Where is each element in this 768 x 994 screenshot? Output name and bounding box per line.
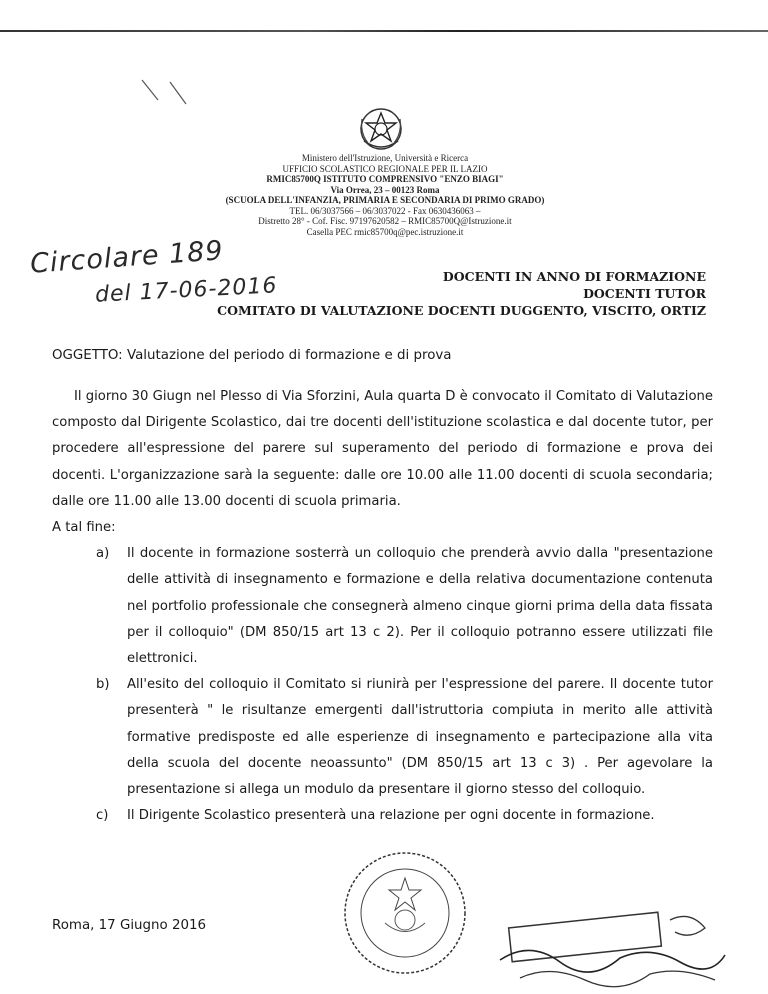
list-item: [52, 541, 713, 672]
handwritten-date: del 17-06-2016: [94, 273, 278, 308]
republic-emblem-icon: [356, 105, 406, 153]
recipients-block: [217, 268, 706, 319]
pen-scratch-mark: [140, 78, 210, 118]
list-marker: c): [96, 808, 109, 824]
list-item-text: Il docente in formazione sosterrà un colloquio che prenderà avvio dalla "presentazione delle attività di insegnamento e formazione e della relativa documentazione contenuta nel portfolio professionale che consegnerà almeno cinque giorni prima della data fissata per il colloquio" (DM 850/15 art 13 c 2). Per il colloquio potranno essere utilizzati file elettronici.: [127, 546, 713, 667]
list-marker: a): [96, 546, 110, 562]
subject-line: OGGETTO: Valutazione del periodo di formazione e di prova: [52, 348, 452, 363]
letter-body: [52, 384, 713, 829]
list-item-text: All'esito del colloquio il Comitato si riunirà per l'espressione del parere. Il docente tutor presenterà " le risultanze emergenti dall'istruttoria compiuta in merito alle attività formative predisposte ed alle esperienze di insegnamento e partecipazione alla vita della scuola del docente neoassunto" (DM 850/15 art 13 c 3) . Per agevolare la presentazione si allega un modulo da presentare il giorno stesso del colloquio.: [127, 677, 713, 798]
handwritten-circular-number: Circolare 189: [29, 235, 225, 280]
recipient-line: DOCENTI IN ANNO DI FORMAZIONE: [442, 269, 706, 284]
header-line-ministry: Ministero dell'Istruzione, Università e Ricerca: [301, 153, 469, 163]
recipient-line: COMITATO DI VALUTAZIONE DOCENTI DUGGENTO, VISCITO, ORTIZ: [217, 303, 706, 318]
header-line-office: UFFICIO SCOLASTICO REGIONALE PER IL LAZIO: [282, 163, 488, 174]
list-item: [52, 803, 713, 829]
list-item-text: Il Dirigente Scolastico presenterà una relazione per ogni docente in formazione.: [127, 808, 655, 824]
header-line-phone: TEL. 06/3037566 – 06/3037022 - Fax 0630436063 –: [289, 205, 481, 216]
header-line-school: RMIC85700Q ISTITUTO COMPRENSIVO "ENZO BIAGI": [266, 174, 504, 184]
principal-signature-stamp: [490, 900, 730, 990]
body-intro-paragraph: Il giorno 30 Giugn nel Plesso di Via Sforzini, Aula quarta D è convocato il Comitato di Valutazione composto dal Dirigente Scolastico, dai tre docenti dell'istituzione scolastica e dal docente tutor, per procedere all'espressione del parere sul superamento del periodo di formazione e prova dei docenti. L'organizzazione sarà la seguente: dalle ore 10.00 alle 11.00 docenti di scuola secondaria; dalle ore 11.00 alle 13.00 docenti di scuola primaria.: [52, 389, 713, 509]
header-line-address: Via Orrea, 23 – 00123 Roma: [330, 184, 440, 195]
header-line-district: Distretto 28° - Cof. Fisc. 97197620582 – RMIC85700Q@Istruzione.it: [258, 216, 512, 226]
scan-edge-line: [0, 30, 768, 32]
instruction-list: [52, 541, 713, 829]
header-line-school-levels: (SCUOLA DELL'INFANZIA, PRIMARIA E SECONDARIA DI PRIMO GRADO): [225, 195, 545, 205]
header-line-pec: Casella PEC rmic85700q@pec.istruzione.it: [306, 226, 464, 237]
body-lead: A tal fine:: [52, 520, 116, 536]
list-marker: b): [96, 677, 110, 693]
recipient-line: DOCENTI TUTOR: [583, 286, 706, 301]
place-and-date: Roma, 17 Giugno 2016: [52, 918, 207, 933]
list-item: [52, 672, 713, 803]
institution-header: [170, 153, 600, 237]
school-seal-icon: [340, 848, 470, 978]
